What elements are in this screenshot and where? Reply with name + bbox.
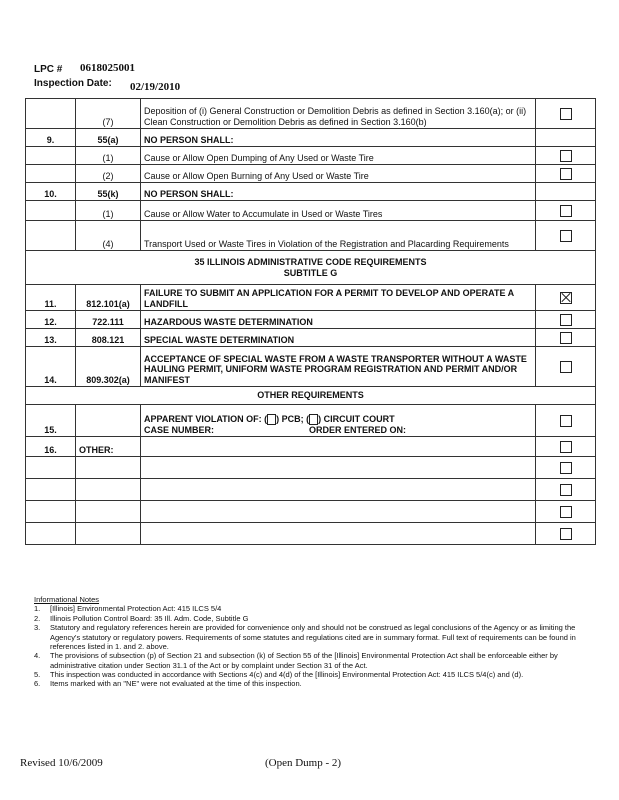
violations-table (25, 98, 596, 545)
circuit-court-label: ) CIRCUIT COURT (318, 413, 395, 424)
item-text: SPECIAL WASTE DETERMINATION (141, 329, 536, 347)
table-row (26, 129, 596, 147)
table-row (26, 501, 596, 523)
item-text: NO PERSON SHALL: (141, 129, 536, 147)
note-item: 5. This inspection was conducted in accordance with Sections 4(c) and 4(d) of the [Illinois] Environmental Protection Act: 415 ILCS 5/4(c) and (d). (34, 670, 524, 679)
violation-checkbox[interactable] (560, 462, 572, 474)
section-ref: 808.121 (76, 329, 141, 347)
note-item: 3. Statutory and regulatory references herein are provided for convenience only and should not be construed as legal conclusions of the Agency or as limiting the Agency's statutory or regulatory powers. Requirements of some statutes and regulations cited are in summary format. Full text of requirements can be found in references listed in 1. and 2. above. (34, 623, 576, 651)
inspection-date-value: 02/19/2010 (130, 81, 181, 93)
other-label: OTHER: (76, 437, 141, 457)
violation-of-label: APPARENT VIOLATION OF: ( (144, 413, 268, 424)
table-row (26, 479, 596, 501)
violation-checkbox[interactable] (560, 230, 572, 242)
item-text: Cause or Allow Open Burning of Any Used or Waste Tire (141, 165, 536, 183)
violation-checkbox[interactable] (560, 314, 572, 326)
table-row (26, 405, 596, 437)
table-row (26, 165, 596, 183)
other-entry-field[interactable] (141, 457, 536, 479)
subsection: (4) (76, 221, 141, 251)
violation-checkbox[interactable] (560, 506, 572, 518)
violation-checkbox[interactable] (560, 108, 572, 120)
violation-checkbox[interactable] (560, 415, 572, 427)
section-ref: 55(a) (76, 129, 141, 147)
item-number: 9. (26, 129, 76, 147)
section-ref: 722.111 (76, 311, 141, 329)
item-text: Deposition of (i) General Construction or Demolition Debris as defined in Section 3.160(a); or (ii) Clean Construction or Demolition Debris as defined in Section 3.160(b) (141, 99, 536, 129)
section-ref: 812.101(a) (76, 285, 141, 311)
table-row (26, 523, 596, 545)
page-label: (Open Dump - 2) (265, 757, 342, 769)
table-row (26, 201, 596, 221)
item-number: 10. (26, 183, 76, 201)
pcb-checkbox[interactable] (267, 414, 276, 425)
note-item: 6. Items marked with an "NE" were not evaluated at the time of this inspection. (34, 679, 302, 689)
item-number: 14. (26, 347, 76, 387)
admin-code-heading (26, 251, 596, 285)
item-text: Transport Used or Waste Tires in Violation of the Registration and Placarding Requirements (141, 221, 536, 251)
item-text: Cause or Allow Water to Accumulate in Used or Waste Tires (141, 201, 536, 221)
violation-checkbox[interactable] (560, 441, 572, 453)
subsection: (1) (76, 201, 141, 221)
lpc-label: LPC # (34, 64, 63, 75)
case-number-label: CASE NUMBER: (144, 424, 215, 435)
table-row (26, 347, 596, 387)
violation-checkbox[interactable] (560, 484, 572, 496)
violation-checkbox[interactable] (560, 361, 572, 373)
item-number (26, 99, 76, 129)
violation-checkbox[interactable] (560, 168, 572, 180)
table-row (26, 285, 596, 311)
table-row (26, 437, 596, 457)
pcb-label: ) PCB; ( (276, 413, 310, 424)
note-item: 2. Illinois Pollution Control Board: 35 Ill. Adm. Code, Subtitle G (34, 613, 249, 623)
item-number: 15. (26, 405, 76, 437)
admin-code-heading-line1: 35 ILLINOIS ADMINISTRATIVE CODE REQUIREMENTS (194, 257, 427, 268)
other-entry-field[interactable] (141, 501, 536, 523)
other-requirements-heading: OTHER REQUIREMENTS (26, 387, 596, 405)
note-item: 1. [Illinois] Environmental Protection Act: 415 ILCS 5/4 (34, 604, 222, 614)
item-text: ACCEPTANCE OF SPECIAL WASTE FROM A WASTE TRANSPORTER WITHOUT A WASTE HAULING PERMIT, UNIFORM WASTE PROGRAM REGISTRATION AND PERMIT AND/OR MANIFEST (141, 347, 536, 387)
table-row (26, 147, 596, 165)
item-number: 11. (26, 285, 76, 311)
item-text (141, 405, 536, 437)
inspection-date-label: Inspection Date: (34, 78, 112, 89)
table-row (26, 221, 596, 251)
other-entry-field[interactable] (141, 479, 536, 501)
lpc-number: 0618025001 (80, 62, 135, 74)
table-row (26, 99, 596, 129)
informational-notes (34, 595, 594, 689)
item-text: NO PERSON SHALL: (141, 183, 536, 201)
item-number: 12. (26, 311, 76, 329)
table-row (26, 183, 596, 201)
section-ref: 55(k) (76, 183, 141, 201)
table-row (26, 457, 596, 479)
item-number: 13. (26, 329, 76, 347)
subsection: (7) (76, 99, 141, 129)
violation-checkbox[interactable] (560, 205, 572, 217)
revised-date: Revised 10/6/2009 (20, 757, 103, 769)
subsection: (2) (76, 165, 141, 183)
admin-code-heading-line2: SUBTITLE G (283, 267, 338, 278)
violation-checkbox[interactable] (560, 528, 572, 540)
item-text: Cause or Allow Open Dumping of Any Used or Waste Tire (141, 147, 536, 165)
notes-title: Informational Notes (34, 595, 100, 604)
violation-checkbox[interactable] (560, 150, 572, 162)
circuit-court-checkbox[interactable] (309, 414, 318, 425)
section-band (26, 251, 596, 285)
section-ref: 809.302(a) (76, 347, 141, 387)
order-entered-label: ORDER ENTERED ON: (309, 424, 407, 435)
item-number: 16. (26, 437, 76, 457)
violation-checkbox-checked[interactable] (560, 292, 572, 304)
subsection: (1) (76, 147, 141, 165)
note-item: 4. The provisions of subsection (p) of Section 21 and subsection (k) of Section 55 of the [Illinois] Environmental Protection Act shall be enforceable either by administrative citation under Section 31.1 of the Act or by complaint under Section 31 of the Act. (34, 651, 558, 670)
table-row (26, 329, 596, 347)
other-entry-field[interactable] (141, 523, 536, 545)
violation-checkbox[interactable] (560, 332, 572, 344)
table-row (26, 311, 596, 329)
item-text: HAZARDOUS WASTE DETERMINATION (141, 311, 536, 329)
section-band (26, 387, 596, 405)
item-text: FAILURE TO SUBMIT AN APPLICATION FOR A PERMIT TO DEVELOP AND OPERATE A LANDFILL (141, 285, 536, 311)
